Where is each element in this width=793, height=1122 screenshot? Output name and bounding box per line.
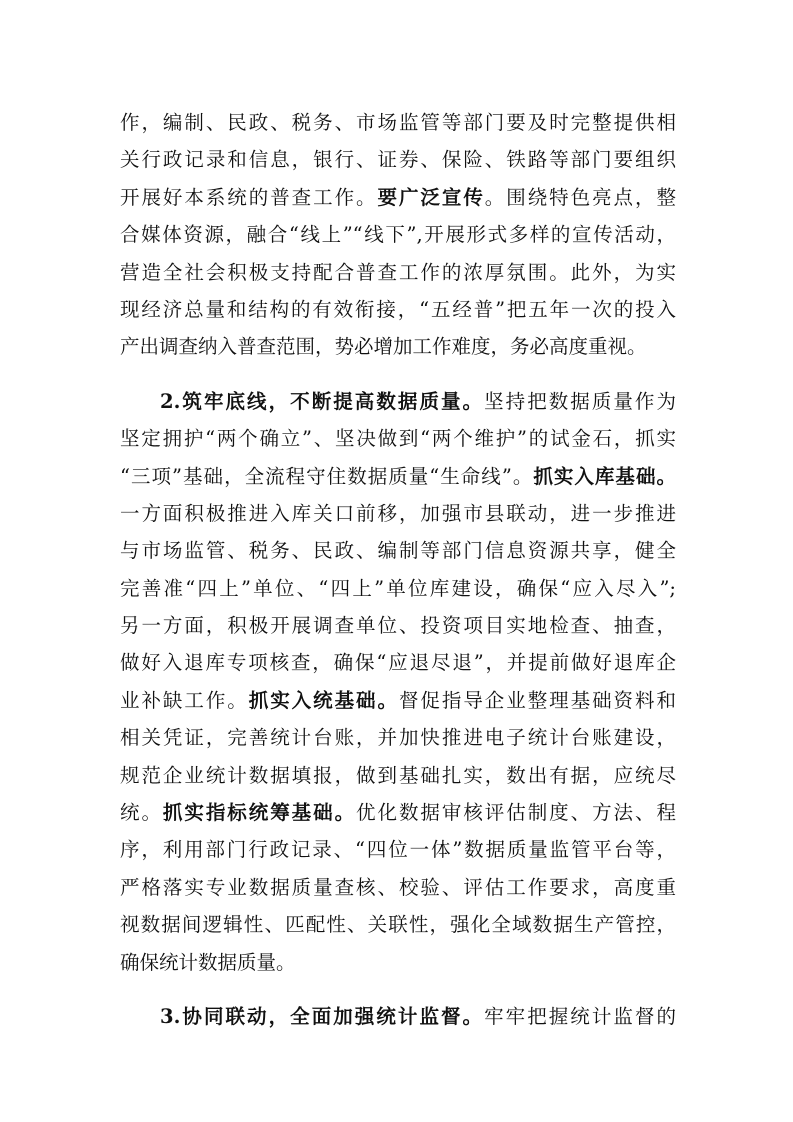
text-line [120, 757, 676, 794]
text-line [120, 831, 676, 868]
text-line [120, 682, 676, 719]
text-line [120, 644, 676, 681]
text-run: 督促指导企业整理基础资料和 [398, 688, 676, 712]
text-run: 做好入退库专项核查，确保“应退尽退”，并提前做好退库企 [120, 651, 676, 675]
text-line [120, 104, 676, 141]
text-run: 完善准“四上”单位、“四上”单位库建设，确保“应入尽入”; [120, 576, 676, 600]
body-text [120, 104, 676, 1035]
text-line [120, 719, 676, 756]
bold-heading-text: 抓实入统基础。 [248, 688, 399, 712]
bold-heading-text: 抓实指标统筹基础。 [162, 801, 357, 825]
bold-heading-text: 抓实入库基础。 [533, 464, 676, 488]
text-run: 另一方面，积极开展调查单位、投资项目实地检查、抽查， [120, 614, 676, 638]
text-run: 严格落实专业数据质量查核、校验、评估工作要求，高度重 [120, 875, 676, 899]
text-line [120, 794, 676, 831]
text-line [120, 607, 676, 644]
text-line [120, 944, 676, 981]
text-run: 与市场监管、税务、民政、编制等部门信息资源共享，健全 [120, 539, 676, 563]
text-run: “三项”基础，全流程守住数据质量“生命线”。 [120, 464, 534, 488]
text-run: 相关凭证，完善统计台账，并加快推进电子统计台账建设， [120, 726, 676, 750]
text-line [120, 906, 676, 943]
text-run: 确保统计数据质量。 [120, 950, 296, 974]
text-run: 优化数据审核评估制度、方法、程 [356, 801, 676, 825]
text-line [120, 532, 676, 569]
text-run: 。围绕特色亮点，整 [484, 185, 676, 209]
text-run: 视数据间逻辑性、匹配性、关联性，强化全域数据生产管控， [120, 913, 676, 937]
text-run: 规范企业统计数据填报，做到基础扎实，数出有据，应统尽 [120, 763, 676, 787]
text-line [120, 383, 676, 420]
text-line [120, 179, 676, 216]
text-run: 关行政记录和信息，银行、证券、保险、铁路等部门要组织 [120, 148, 676, 172]
text-run: 现经济总量和结构的有效衔接，“五经普”把五年一次的投入 [120, 297, 676, 321]
bold-heading-text: 2.筑牢底线，不断提高数据质量。 [160, 389, 485, 413]
bold-heading-text: 3.协同联动，全面加强统计监督。 [160, 1004, 485, 1028]
text-run: 坚持把数据质量作为 [484, 389, 676, 413]
text-line [120, 420, 676, 457]
text-line [120, 254, 676, 291]
text-run: 坚定拥护“两个确立”、坚决做到“两个维护”的试金石，抓实 [120, 427, 676, 451]
text-line [120, 998, 676, 1035]
text-run: 业补缺工作。 [120, 688, 249, 712]
text-run: 一方面积极推进入库关口前移，加强市县联动，进一步推进 [120, 501, 676, 525]
paragraph [120, 383, 676, 981]
text-run: 产出调查纳入普查范围，势必增加工作难度，务必高度重视。 [120, 335, 647, 359]
text-line [120, 141, 676, 178]
text-run: 合媒体资源，融合“线上”“线下”,开展形式多样的宣传活动， [120, 223, 676, 247]
text-line [120, 328, 676, 365]
paragraph [120, 104, 676, 366]
text-line [120, 216, 676, 253]
paragraph-gap [120, 366, 676, 383]
text-run: 开展好本系统的普查工作。 [120, 185, 378, 209]
text-line [120, 458, 676, 495]
text-run: 营造全社会积极支持配合普查工作的浓厚氛围。此外，为实 [120, 260, 676, 284]
text-run: 序，利用部门行政记录、“四位一体”数据质量监管平台等， [120, 838, 676, 862]
paragraph-gap [120, 981, 676, 998]
text-run: 牢牢把握统计监督的 [484, 1004, 676, 1028]
text-line [120, 570, 676, 607]
paragraph [120, 998, 676, 1035]
text-line [120, 291, 676, 328]
bold-heading-text: 要广泛宣传 [377, 185, 485, 209]
text-line [120, 869, 676, 906]
text-run: 作，编制、民政、税务、市场监管等部门要及时完整提供相 [120, 111, 676, 134]
text-run: 统。 [120, 801, 163, 825]
text-line [120, 495, 676, 532]
